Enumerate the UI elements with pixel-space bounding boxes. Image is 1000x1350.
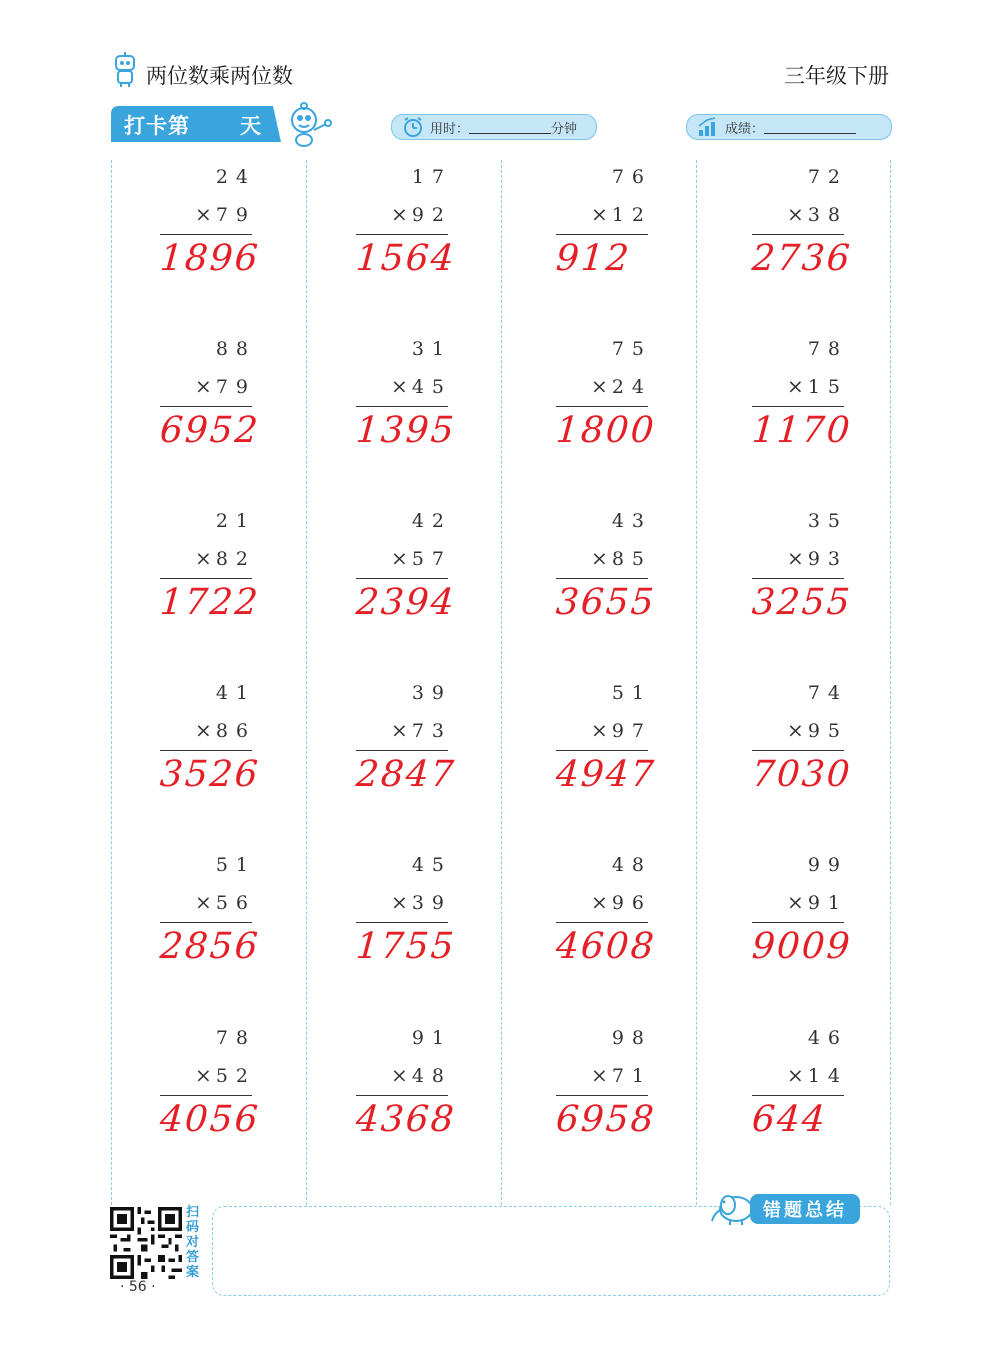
multiplier-row <box>787 546 848 570</box>
handwritten-answer[interactable]: 2856 <box>158 926 262 967</box>
answer-rule <box>356 406 448 407</box>
multiplier-row <box>391 1063 452 1087</box>
bar-chart-icon <box>697 116 719 138</box>
problem-item <box>752 682 862 822</box>
multiplier-row <box>391 718 452 742</box>
multiplicand: 39 <box>411 682 452 704</box>
answer-rule <box>556 1095 648 1096</box>
multiply-sign: × <box>591 1063 608 1087</box>
time-blank[interactable] <box>469 120 551 134</box>
multiply-sign: × <box>391 718 408 742</box>
handwritten-answer[interactable]: 4947 <box>554 754 658 795</box>
multiplier-row <box>591 202 652 226</box>
multiplicand: 98 <box>611 1027 652 1049</box>
multiplier: 93 <box>807 548 848 570</box>
multiplicand: 76 <box>611 166 652 188</box>
grade-label: 三年级下册 <box>784 64 889 88</box>
multiply-sign: × <box>787 1063 804 1087</box>
problem-item <box>160 338 270 478</box>
handwritten-answer[interactable]: 1170 <box>750 410 854 451</box>
problem-item <box>752 166 862 306</box>
multiplier-row <box>195 546 256 570</box>
multiplier-row <box>195 718 256 742</box>
multiplier-row <box>195 202 256 226</box>
multiply-sign: × <box>591 202 608 226</box>
multiply-sign: × <box>787 202 804 226</box>
multiplier: 24 <box>611 376 652 398</box>
problem-item <box>752 338 862 478</box>
multiplicand: 31 <box>411 338 452 360</box>
multiply-sign: × <box>391 374 408 398</box>
multiplicand: 41 <box>215 682 256 704</box>
multiplier: 97 <box>611 720 652 742</box>
multiplier: 45 <box>411 376 452 398</box>
handwritten-answer[interactable]: 1395 <box>354 410 458 451</box>
column-divider <box>501 160 502 1205</box>
multiplicand: 51 <box>215 854 256 876</box>
multiplier-row <box>787 718 848 742</box>
multiply-sign: × <box>591 374 608 398</box>
handwritten-answer[interactable]: 1564 <box>354 238 458 279</box>
multiplicand: 99 <box>807 854 848 876</box>
multiplicand: 75 <box>611 338 652 360</box>
problem-item <box>752 510 862 650</box>
handwritten-answer[interactable]: 6958 <box>554 1099 658 1140</box>
multiplicand: 78 <box>215 1027 256 1049</box>
book-title: 两位数乘两位数 <box>146 64 293 88</box>
column-divider <box>696 160 697 1205</box>
multiply-sign: × <box>787 718 804 742</box>
handwritten-answer[interactable]: 7030 <box>750 754 854 795</box>
multiply-sign: × <box>391 890 408 914</box>
multiplicand: 24 <box>215 166 256 188</box>
multiplier: 15 <box>807 376 848 398</box>
handwritten-answer[interactable]: 3255 <box>750 582 854 623</box>
multiply-sign: × <box>591 890 608 914</box>
problem-item <box>752 1027 862 1167</box>
column-divider <box>890 160 891 1205</box>
multiplicand: 91 <box>411 1027 452 1049</box>
multiplier-row <box>787 202 848 226</box>
answer-rule <box>160 750 252 751</box>
multiplier: 85 <box>611 548 652 570</box>
robot-logo-icon <box>110 52 140 88</box>
handwritten-answer[interactable]: 3655 <box>554 582 658 623</box>
multiplier-row <box>591 1063 652 1087</box>
problem-item <box>556 166 666 306</box>
multiply-sign: × <box>787 546 804 570</box>
problem-item <box>556 1027 666 1167</box>
handwritten-answer[interactable]: 3526 <box>158 754 262 795</box>
handwritten-answer[interactable]: 2394 <box>354 582 458 623</box>
problem-item <box>356 338 466 478</box>
multiplier-row <box>391 890 452 914</box>
multiplicand: 45 <box>411 854 452 876</box>
handwritten-answer[interactable]: 1755 <box>354 926 458 967</box>
multiply-sign: × <box>195 890 212 914</box>
multiplier: 86 <box>215 720 256 742</box>
multiplier-row <box>787 890 848 914</box>
answer-rule <box>356 922 448 923</box>
multiplier: 82 <box>215 548 256 570</box>
multiply-sign: × <box>195 374 212 398</box>
alarm-clock-icon <box>402 116 424 138</box>
multiplicand: 17 <box>411 166 452 188</box>
multiplier: 95 <box>807 720 848 742</box>
multiplicand: 72 <box>807 166 848 188</box>
handwritten-answer[interactable]: 4056 <box>158 1099 262 1140</box>
multiplicand: 43 <box>611 510 652 532</box>
multiplier-row <box>787 374 848 398</box>
checkin-suffix: 天 <box>240 114 261 138</box>
multiplicand: 51 <box>611 682 652 704</box>
multiplier: 38 <box>807 204 848 226</box>
multiply-sign: × <box>591 718 608 742</box>
multiply-sign: × <box>391 202 408 226</box>
time-label: 用时： <box>430 121 470 137</box>
multiplicand: 46 <box>807 1027 848 1049</box>
handwritten-answer[interactable]: 1800 <box>554 410 658 451</box>
score-blank[interactable] <box>764 120 856 134</box>
multiply-sign: × <box>591 546 608 570</box>
multiply-sign: × <box>787 374 804 398</box>
problem-item <box>160 854 270 994</box>
problem-item <box>356 1027 466 1167</box>
problem-item <box>160 1027 270 1167</box>
multiply-sign: × <box>195 718 212 742</box>
multiply-sign: × <box>787 890 804 914</box>
multiplier: 71 <box>611 1065 652 1087</box>
problem-item <box>160 166 270 306</box>
answer-rule <box>556 750 648 751</box>
answer-rule <box>356 750 448 751</box>
handwritten-answer[interactable]: 644 <box>750 1099 829 1140</box>
multiplier: 79 <box>215 376 256 398</box>
handwritten-answer[interactable]: 4608 <box>554 926 658 967</box>
qr-code[interactable] <box>110 1207 182 1279</box>
handwritten-answer[interactable]: 1722 <box>158 582 262 623</box>
answer-rule <box>752 234 844 235</box>
multiply-sign: × <box>195 1063 212 1087</box>
problem-item <box>356 682 466 822</box>
multiplier-row <box>391 202 452 226</box>
multiply-sign: × <box>391 1063 408 1087</box>
multiplicand: 21 <box>215 510 256 532</box>
multiply-sign: × <box>195 202 212 226</box>
problem-item <box>356 510 466 650</box>
multiplier-row <box>195 890 256 914</box>
multiplier-row <box>591 718 652 742</box>
page-number: · 56 · <box>120 1279 156 1295</box>
multiplier: 56 <box>215 892 256 914</box>
multiplicand: 78 <box>807 338 848 360</box>
multiplier: 57 <box>411 548 452 570</box>
answer-rule <box>356 1095 448 1096</box>
multiplier-row <box>787 1063 848 1087</box>
scan-answer-text: 扫码对答案 <box>186 1205 200 1280</box>
multiplier-row <box>591 546 652 570</box>
multiplier-row <box>391 374 452 398</box>
multiplier: 79 <box>215 204 256 226</box>
multiplier-row <box>591 890 652 914</box>
answer-rule <box>556 922 648 923</box>
answer-rule <box>556 234 648 235</box>
multiplicand: 35 <box>807 510 848 532</box>
time-field[interactable] <box>391 114 597 140</box>
answer-rule <box>752 750 844 751</box>
handwritten-answer[interactable]: 1896 <box>158 238 262 279</box>
problem-item <box>556 854 666 994</box>
answer-rule <box>752 1095 844 1096</box>
multiply-sign: × <box>195 546 212 570</box>
multiplier-row <box>591 374 652 398</box>
handwritten-answer[interactable]: 2847 <box>354 754 458 795</box>
multiplicand: 42 <box>411 510 452 532</box>
problem-item <box>752 854 862 994</box>
multiplicand: 88 <box>215 338 256 360</box>
column-divider <box>111 160 112 1205</box>
answer-rule <box>160 406 252 407</box>
problem-item <box>356 854 466 994</box>
multiplier: 73 <box>411 720 452 742</box>
multiplier: 39 <box>411 892 452 914</box>
multiplier: 91 <box>807 892 848 914</box>
multiplier: 14 <box>807 1065 848 1087</box>
answer-rule <box>356 234 448 235</box>
score-field[interactable] <box>686 114 892 140</box>
handwritten-answer[interactable]: 6952 <box>158 410 262 451</box>
multiplier: 96 <box>611 892 652 914</box>
multiplier: 92 <box>411 204 452 226</box>
answer-rule <box>752 406 844 407</box>
answer-rule <box>160 578 252 579</box>
answer-rule <box>160 234 252 235</box>
multiplicand: 74 <box>807 682 848 704</box>
handwritten-answer[interactable]: 2736 <box>750 238 854 279</box>
problem-item <box>556 682 666 822</box>
time-unit: 分钟 <box>551 121 578 137</box>
answer-rule <box>160 922 252 923</box>
multiplier: 12 <box>611 204 652 226</box>
answer-rule <box>356 578 448 579</box>
problem-item <box>160 510 270 650</box>
multiply-sign: × <box>391 546 408 570</box>
handwritten-answer[interactable]: 9009 <box>750 926 854 967</box>
answer-rule <box>556 406 648 407</box>
column-divider <box>306 160 307 1205</box>
problem-item <box>556 338 666 478</box>
mascot-icon <box>284 100 332 148</box>
score-label: 成绩： <box>725 121 765 137</box>
multiplier: 48 <box>411 1065 452 1087</box>
checkin-prefix: 打卡第 <box>124 114 190 138</box>
multiplier: 52 <box>215 1065 256 1087</box>
answer-rule <box>752 922 844 923</box>
answer-rule <box>752 578 844 579</box>
problem-item <box>160 682 270 822</box>
handwritten-answer[interactable]: 4368 <box>354 1099 458 1140</box>
problem-item <box>356 166 466 306</box>
mistake-summary-label: 错题总结 <box>750 1194 860 1224</box>
multiplier-row <box>391 546 452 570</box>
handwritten-answer[interactable]: 912 <box>554 238 633 279</box>
multiplier-row <box>195 374 256 398</box>
multiplier-row <box>195 1063 256 1087</box>
multiplicand: 48 <box>611 854 652 876</box>
answer-rule <box>556 578 648 579</box>
answer-rule <box>160 1095 252 1096</box>
problem-item <box>556 510 666 650</box>
